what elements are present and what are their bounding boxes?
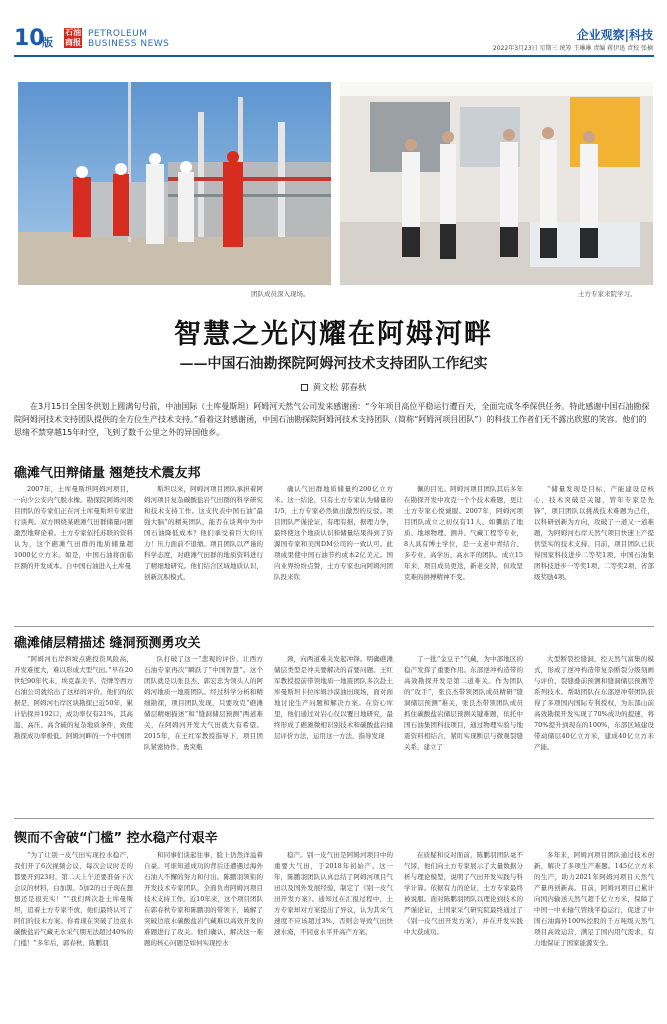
section-1-col-3 [274, 484, 393, 622]
section-2-title: 礁滩储层精描述 缝洞预测勇攻关 [14, 636, 201, 651]
header-rule [14, 55, 654, 57]
section-2-col-3 [274, 654, 393, 814]
section-3-col-1-text: “为了让别一皮气田实现控水稳产，我们开了6次视频会议，每次会议时差的都要开到23时，第二天上午还要准备下次会议的材料，白加黑、5加2的日子现在想想还是很充实！”“我们两次赴土库曼斯坦，追着土方专家不放，他们最终认可了阿们的技术方案。你看现在突破了边底水碳酸盐岩气藏无水采气期无法超过40%的门槛！”多年后，郭春秋、陈鹏羽 [14, 851, 133, 947]
section-3-col-4 [404, 850, 523, 1016]
page-number: 10 [14, 26, 45, 51]
section-1-col-5 [534, 484, 654, 622]
section-2-col-1 [14, 654, 133, 814]
left-photo-caption: 团队成员深入现场。 [251, 290, 310, 298]
section-2-col-5 [534, 654, 654, 814]
section-separator-1 [14, 626, 654, 627]
page-unit: 版 [42, 36, 53, 49]
section-1-col-2 [144, 484, 263, 622]
byline [0, 381, 667, 393]
paper-name-line2: BUSINESS NEWS [88, 39, 170, 49]
section-2-col-3-text: 颈，向两道难关发起冲锋。明确礁滩储层类型是冲关要解决的首要问题。王红军教授提前带领地质一地震团队多次赴土库曼斯坦卡拉库姆沙漠油田现场，面对面地讨论生产问题和解决方案。在资心库里，他们通过对岩心仅以覆日地研究，最终形成了礁滩微相识别技术和碳酸盐岩储层评价方法，运用这一方法，指导发现 [274, 655, 393, 740]
section-3-col-3 [274, 850, 393, 1016]
section-1-col-4-text: 佩的目光。阿姆河项目团队其后多年在勘探开发中攻克一个个技术难题，更让土方专家心悦诚服。2007年，阿姆河项目团队成立之初仅有11人，如囊括了地质、地球物理、测井、气藏工程等专业，8人具有博士学位，是一支老中青结合、多专业、高学历、高水平的团队。成立15年来，项目成员更迭，新老交替，但攻坚克难的拼搏精神不变。 [404, 485, 523, 581]
section-3-col-1 [14, 850, 133, 1016]
section-2-col-2-text: 队打破了这一“悲观的评价，让西方石油专家再次“瞬跃了”中国智慧”。这个团队就是以张良杰、郭宏忠为领头人的阿姆河地质一地震团队。经过科学分析和精细勘探，项目团队发现，只要攻克“礁滩储层精细描述”和“缝洞储层预测”两道难关，在阿姆河开发大气田就大有希望。2015年，在王红军教授指导下，项目团队紧密协作、勇突瓶 [144, 655, 263, 751]
section-1-col-3-text: 确认气田群地质储量约200亿立方米。这一结论，只有土方专家认为储量的1/5，土方专家必然做出激烈的反驳。项目团队严谨论证，有理有据，据理力争，最终使这个地质认识和储量结果得到了资源国专家和美国DM公司的一致认可。此项成果使中国石油节约成本2亿美元。国内业界纷纷点赞，土方专家也向阿姆河团队投来钦 [274, 485, 393, 581]
byline-authors: 黄文松 郭春秋 [312, 383, 367, 393]
section-2-col-2 [144, 654, 263, 814]
expert-visit-photo [340, 82, 653, 285]
section-2-col-4 [404, 654, 523, 814]
lead-paragraph: 在3月15日全国冬供划上圆满句号前，中油国际（土库曼斯坦）阿姆河天然气公司发来感谢函：“今年项目高位平稳运行遭百天，全面完成冬季保供任务。特此感谢中国石油勘探院阿姆河技术支持团队提供的全方位生产技术支持。”看着这封感谢函，中国石油勘探院阿姆河技术支持团队（简称“阿姆河项目团队”）的科技工作者们无不露出欣慰的笑容。他们的思绪不禁穿越15年时空，飞到了数千公里之外的异国他乡。 [14, 402, 650, 437]
section-1-col-1 [14, 484, 133, 622]
newspaper-logo-icon: 石油 商报 [65, 28, 81, 47]
byline-box-icon [301, 384, 308, 391]
section-separator-2 [14, 818, 654, 819]
section-1-title: 礁滩气田辩储量 翘楚技术震友邦 [14, 466, 201, 481]
right-photo-caption: 土方专家来院学习。 [578, 290, 637, 298]
section-3-title: 锲而不舍破“门槛” 控水稳产付艰辛 [14, 831, 218, 846]
section-3-col-2-text: 和同事们谈起往事，脸上仍然洋溢着自豪。可谁知道成功的背后还遭遇过海外石油人不懈的努力和付出。陈鹏羽领衔的开发技术专家团队，全面负责阿姆河项目技术支持工作。近10年来，这个项目团队在郭春秋专家和陈鹏羽的带领下，破解了突破边底水碳酸盐岩气藏难以高效开发的难题进行了攻关。他们确认，解决这一难题的核心问题是如何实现控水 [144, 851, 263, 947]
section-2-col-4-text: 了一批“金豆子”气藏，为中部地区的稳产发挥了重要作用。东部逆冲构造带的高效勘探开发是第二道难关。作为团队的“攻手”，张良杰带领团队成员精研“缝洞储层预测”难关，张良杰带领团队成员抓住碳酸盐岩储层预测关键难题，依托中国石油集团科技项目，通过物理实验与地震资料相结合，紧盯实现断层与微观裂缝关系，建立了 [404, 655, 523, 751]
article-subheadline: ——中国石油勘探院阿姆河技术支持团队工作纪实 [179, 356, 488, 372]
section-1-col-5-text: “储量发现是目标，产能建设是核心，技术突破是关键，管年专家是先锋”，项目团队以挑战技术难题为己任，以科研创新为方向，攻破了一道又一道难题，为阿姆河右岸天然气项目快速上产提供坚实的技术支持。目前，项目团队已获得国家科技进步二等奖1项、中国石油集团科技进步一等奖1项、二等奖2项、省部级奖励4项。 [534, 485, 654, 581]
issue-info: 2022年3月23日 星期三 统筹 王琳琳 责编 蒋伊迅 责校 张楠 [492, 45, 653, 52]
section-2-col-1-text: “阿姆河右岸斜坡点礁投资风险高，开发难度大，难以形成大型气田。”早在20世纪90年代末，埃克森美孚、壳牌等西方石油公司就给出了这样的评价。他们的依据是，阿姆河右岸区块勘探已近50年，累计钻探井192口，成功率仅有21%，其高温、高压、高含硫的复杂地质条件，致使勘探成功率极低。阿姆河畔的一个中国团 [14, 655, 133, 740]
section-2-col-5-text: 大型断裂控缝洞，控天然气富集的模式，形成了逆冲构造带复杂断裂分级刻画与评价、裂缝叠前预测和缝洞储层预测等系列技术。帮助团队在东部逆冲带团队获得了多项国内国际专利授权，为东部山前高效勘探开发实现了70%成功的提速，将70%提升到现在的100%，东部区域建设带动储层40亿立方米，建成40亿立方米产能。 [534, 655, 654, 751]
section-3-col-3-text: 稳产。别一皮气田是阿姆河项目中的重要大气田，于2018年初始产。这一年，陈鹏羽团队认真总结了阿姆河项目气田以及国外发展经验，制定了《别一皮气田开发方案》。通知过在汇报过程中，土方专家却对方案提出了异议，认为其采气速度不应该超过3%，否则会导致气田快速水淹，不同意水平开高产方案。 [274, 851, 393, 936]
paper-name [88, 29, 169, 49]
section-tag: 企业观察|科技 [576, 28, 653, 42]
section-1-col-1-text: 2007年，土库曼斯坦阿姆河项目，一向少公安内气脱水橡。勘探院阿姆河项目团队的专家们正在河土库曼斯坦专家进行谈判。双方围绕某礁滩气田群储量问题激烈地辩论着。土方专家依托苏联的资料认为，这个礁滩气田群的地质储量超1000亿立方米。如是，中国石油将面临巨额的开发成本。自中国石油进入土库曼 [14, 485, 133, 570]
section-3-col-4-text: 在质疑和反对面前，陈鹏羽团队毫不气馁，他们向土方专家展示了大量数据分析与理论模型，说明了气田开发实践与科学计算。依据有力的论证，土方专家最终被说服。面对陈鹏羽团队以理论到技术的严谨论证，土国家采气研究院最终通过了《别一皮气田开发方案》，并在开发实践中大获成功。 [404, 851, 523, 936]
field-team-photo [18, 82, 331, 285]
section-1-col-2-text: 斯坦以来，阿姆河项目团队承担着阿姆河项目复杂碳酸盐岩气田群的科学研究和技术支持工作。这支代表中国石油“最强大脑”的精英团队，能否在谈判中为中国石油降低成本？他们承受着巨大的压力！压力面前不退缩。项目团队以严谨的科学态度，对礁滩气田群的地质资料进行了精细地研究。他们结合区域地质认识，创新沉积模式， [144, 485, 263, 581]
masthead [0, 0, 667, 60]
section-1-col-4 [404, 484, 523, 622]
section-3-col-5-text: 多年来，阿姆河项目团队通过技术创新，解决了多项生产难题。145亿立方米的生产，助力2021年阿姆河项目天然气产量再创新高。目前，阿姆河项目已累计向国内输送天然气超千亿立方米，保障了中国一中亚输气管线平稳运行，促进了中国石油海外100%控股的千万吨级天然气项目高效运营，满足了国内用气需求，有力地保证了国家能源安全。 [534, 851, 654, 947]
paper-name-line1: PETROLEUM [88, 29, 148, 39]
section-3-col-2 [144, 850, 263, 1016]
section-3-col-5 [534, 850, 654, 1016]
article-headline: 智慧之光闪耀在阿姆河畔 [174, 319, 493, 350]
